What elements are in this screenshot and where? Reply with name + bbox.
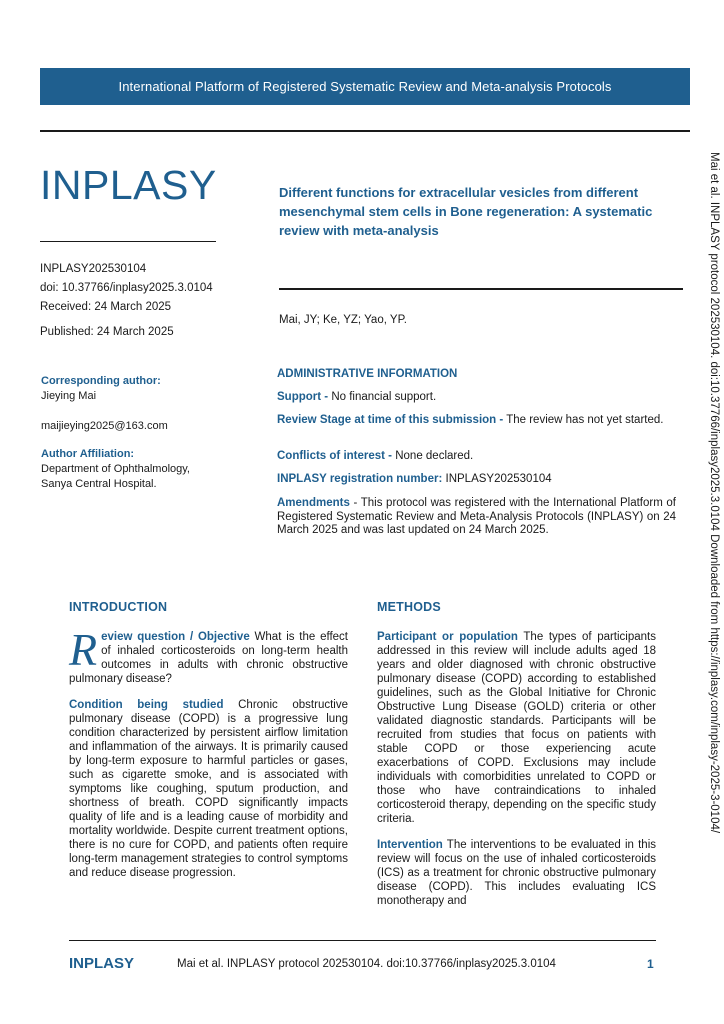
received-date: Received: 24 March 2025 [40, 301, 172, 313]
support-label: Support - [277, 391, 329, 403]
affiliation-label: Author Affiliation: [41, 448, 135, 460]
registration-number-label: INPLASY registration number: [277, 473, 443, 485]
condition-paragraph [69, 698, 348, 880]
intervention-text: The interventions to be evaluated in this review will focus on the use of inhaled corticosteroids (ICS) as a treatment for chronic obstructive pulmonary disease (COPD). This includes evaluating ICS monotherapy and [377, 839, 656, 907]
introduction-body [69, 624, 349, 892]
header-banner: International Platform of Registered Systematic Review and Meta-analysis Protocols [40, 68, 690, 105]
download-watermark: Mai et al. INPLASY protocol 202530104. doi:10.37766/inplasy2025.3.0104 Downloaded from https://inplasy.com/inplasy-2025-3-0104/ [708, 152, 720, 834]
registration-number-info [277, 473, 676, 487]
drop-cap: R [69, 624, 98, 675]
support-text: No financial support. [331, 391, 437, 403]
doi-text: doi: 10.37766/inplasy2025.3.0104 [40, 282, 213, 294]
footer-citation: Mai et al. INPLASY protocol 202530104. doi:10.37766/inplasy2025.3.0104 [177, 958, 556, 970]
corresponding-author-label: Corresponding author: [41, 375, 161, 387]
conflicts-info [277, 450, 676, 464]
corresponding-author-name: Jieying Mai [41, 390, 97, 402]
conflicts-text: None declared. [395, 450, 474, 462]
condition-text: Chronic obstructive pulmonary disease (COPD) is a progressive lung condition characterized by persistent airflow limitation and inflammation of the airways. It is primarily caused by long-term exposure to harmful particles or gases, such as cigarette smoke, and is associated with symptoms like coughing, sputum production, and shortness of breath. COPD significantly impacts quality of life and is a leading cause of morbidity and mortality worldwide. Despite current treatment options, there is no cure for COPD, and patients often require long-term management strategies to control symptoms and reduce disease progression. [69, 699, 348, 879]
header-divider [40, 130, 690, 132]
title-divider [279, 288, 683, 290]
published-date: Published: 24 March 2025 [40, 326, 174, 338]
affiliation-line-2: Sanya Central Hospital. [41, 478, 157, 490]
participants-paragraph [377, 630, 656, 826]
review-question-label: eview question / Objective [101, 631, 250, 643]
footer-logo: INPLASY [69, 955, 135, 972]
review-question-paragraph [69, 624, 349, 686]
inplasy-logo: INPLASY [40, 162, 217, 208]
participants-text: The types of participants addressed in this review will include adults aged 18 years and older diagnosed with chronic obstructive pulmonary disease (COPD) according to established guidelines, such as the Global Initiative for Chronic Obstructive Lung Disease (GOLD) criteria or other validated diagnostic standards. Participants will be recruited from studies that focus on patients with stable COPD or those experiencing acute exacerbations of COPD. Exclusions may include individuals with comorbidities unrelated to COPD or those who have contraindications to inhaled corticosteroid therapy, depending on the specific study criteria. [377, 631, 656, 825]
footer-divider [69, 940, 656, 941]
page-number: 1 [647, 957, 654, 971]
methods-body [377, 630, 656, 920]
support-info [277, 391, 676, 405]
logo-divider [40, 241, 216, 242]
intervention-paragraph [377, 838, 656, 908]
conflicts-label: Conflicts of interest - [277, 450, 393, 462]
intervention-label: Intervention [377, 839, 443, 851]
amendments-text: - This protocol was registered with the International Platform of Registered Systematic Review and Meta-Analysis Protocols (INPLASY) on 24 March 2025 and was last updated on 24 March 2025. [277, 497, 676, 536]
article-title: Different functions for extracellular vesicles from different mesenchymal stem cells in Bone regeneration: A systematic review with meta-analysis [279, 185, 653, 238]
review-stage-label: Review Stage at time of this submission - [277, 414, 504, 426]
review-question-text: What is the effect of inhaled corticosteroids on long-term health outcomes in adults with chronic obstructive pulmonary disease? [69, 631, 349, 685]
review-stage-info [277, 414, 676, 428]
affiliation-line-1: Department of Ophthalmology, [41, 463, 190, 475]
participants-label: Participant or population [377, 631, 518, 643]
registration-id: INPLASY202530104 [40, 263, 147, 275]
registration-number-text: INPLASY202530104 [445, 473, 552, 485]
administrative-heading: ADMINISTRATIVE INFORMATION [277, 368, 458, 380]
amendments-label: Amendments [277, 497, 350, 509]
introduction-heading: INTRODUCTION [69, 600, 168, 614]
amendments-info [277, 497, 676, 538]
condition-label: Condition being studied [69, 699, 224, 711]
corresponding-author-email[interactable]: maijieying2025@163.com [41, 420, 168, 432]
authors: Mai, JY; Ke, YZ; Yao, YP. [279, 314, 407, 326]
methods-heading: METHODS [377, 600, 441, 614]
review-stage-text: The review has not yet started. [506, 414, 664, 426]
